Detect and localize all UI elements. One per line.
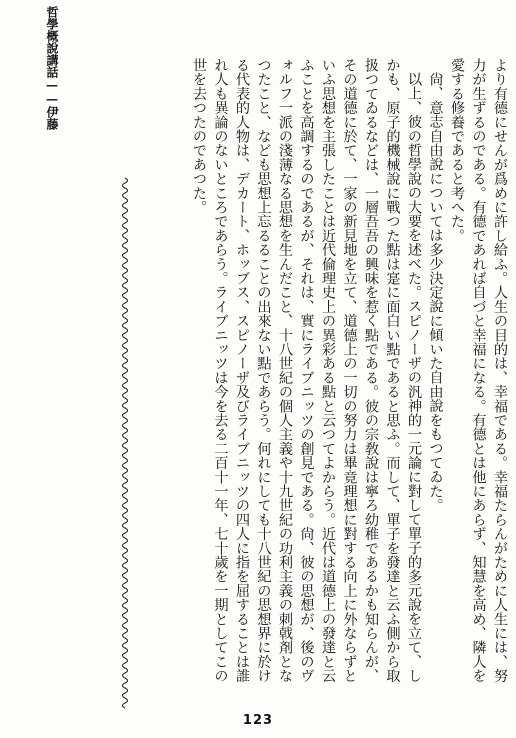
running-head: 哲學概說講話——伊藤 [45,6,59,130]
paragraph: より有德にせんが爲めに許し給ふ。人生の目的は、幸福である。幸福たらんがために人生には、努力が生ずるのである。有德であれば自づと幸福になる。有德とは他にあらず、知慧を高め、隣人を愛する修養であると考へた。 [449,58,508,683]
page-number: 123 [242,713,274,728]
wavy-divider-line [118,178,132,708]
paragraph: 以上、彼の哲學說の大要を述べた。スピノーザの汎神的一元論に對して單子的多元說を立て、しかも、原子的機械說に戰つた點は寔に面白い點であると思ふ。而して、單子を發達と云ふ側から取扱つてゐるなどは、一層吾吾の興味を惹く點である。彼の宗敎說は寧ろ幼稚であるかも知らんが、その道德に於て、一家の新見地を立て、道德上の一切の努力は畢竟理想に對する向上に外ならずといふ思想を主張したことは近代倫理史上の異彩ある點と云つてよからう。近代は道德上の發達と云ふことを高調するのであるが、それは、實にライブニッツの創見である。尙、彼の思想が、後のヴォルフ一派の淺薄なる思想を生んだこと、十八世紀の個人主義や十九世紀の功利主義の刺戟剤となつたこと、なども思想上忘るることの出來ない點であらう。何れにしても十八世紀の思想界に於ける代表的人物は、デカート、ホッブス、スピノーザ及びライブニッツの四人に指を屈することは誰れ人も異論のないところであらう。ライブニッツは今を去る二百十一年、七十歲を一期としてこの世を去つたのであつた。 [191,58,422,683]
body-text [191,58,510,690]
paragraph: 尙、意志自由說については多少決定說に傾いた自由說をもつてゐた。 [427,72,444,513]
